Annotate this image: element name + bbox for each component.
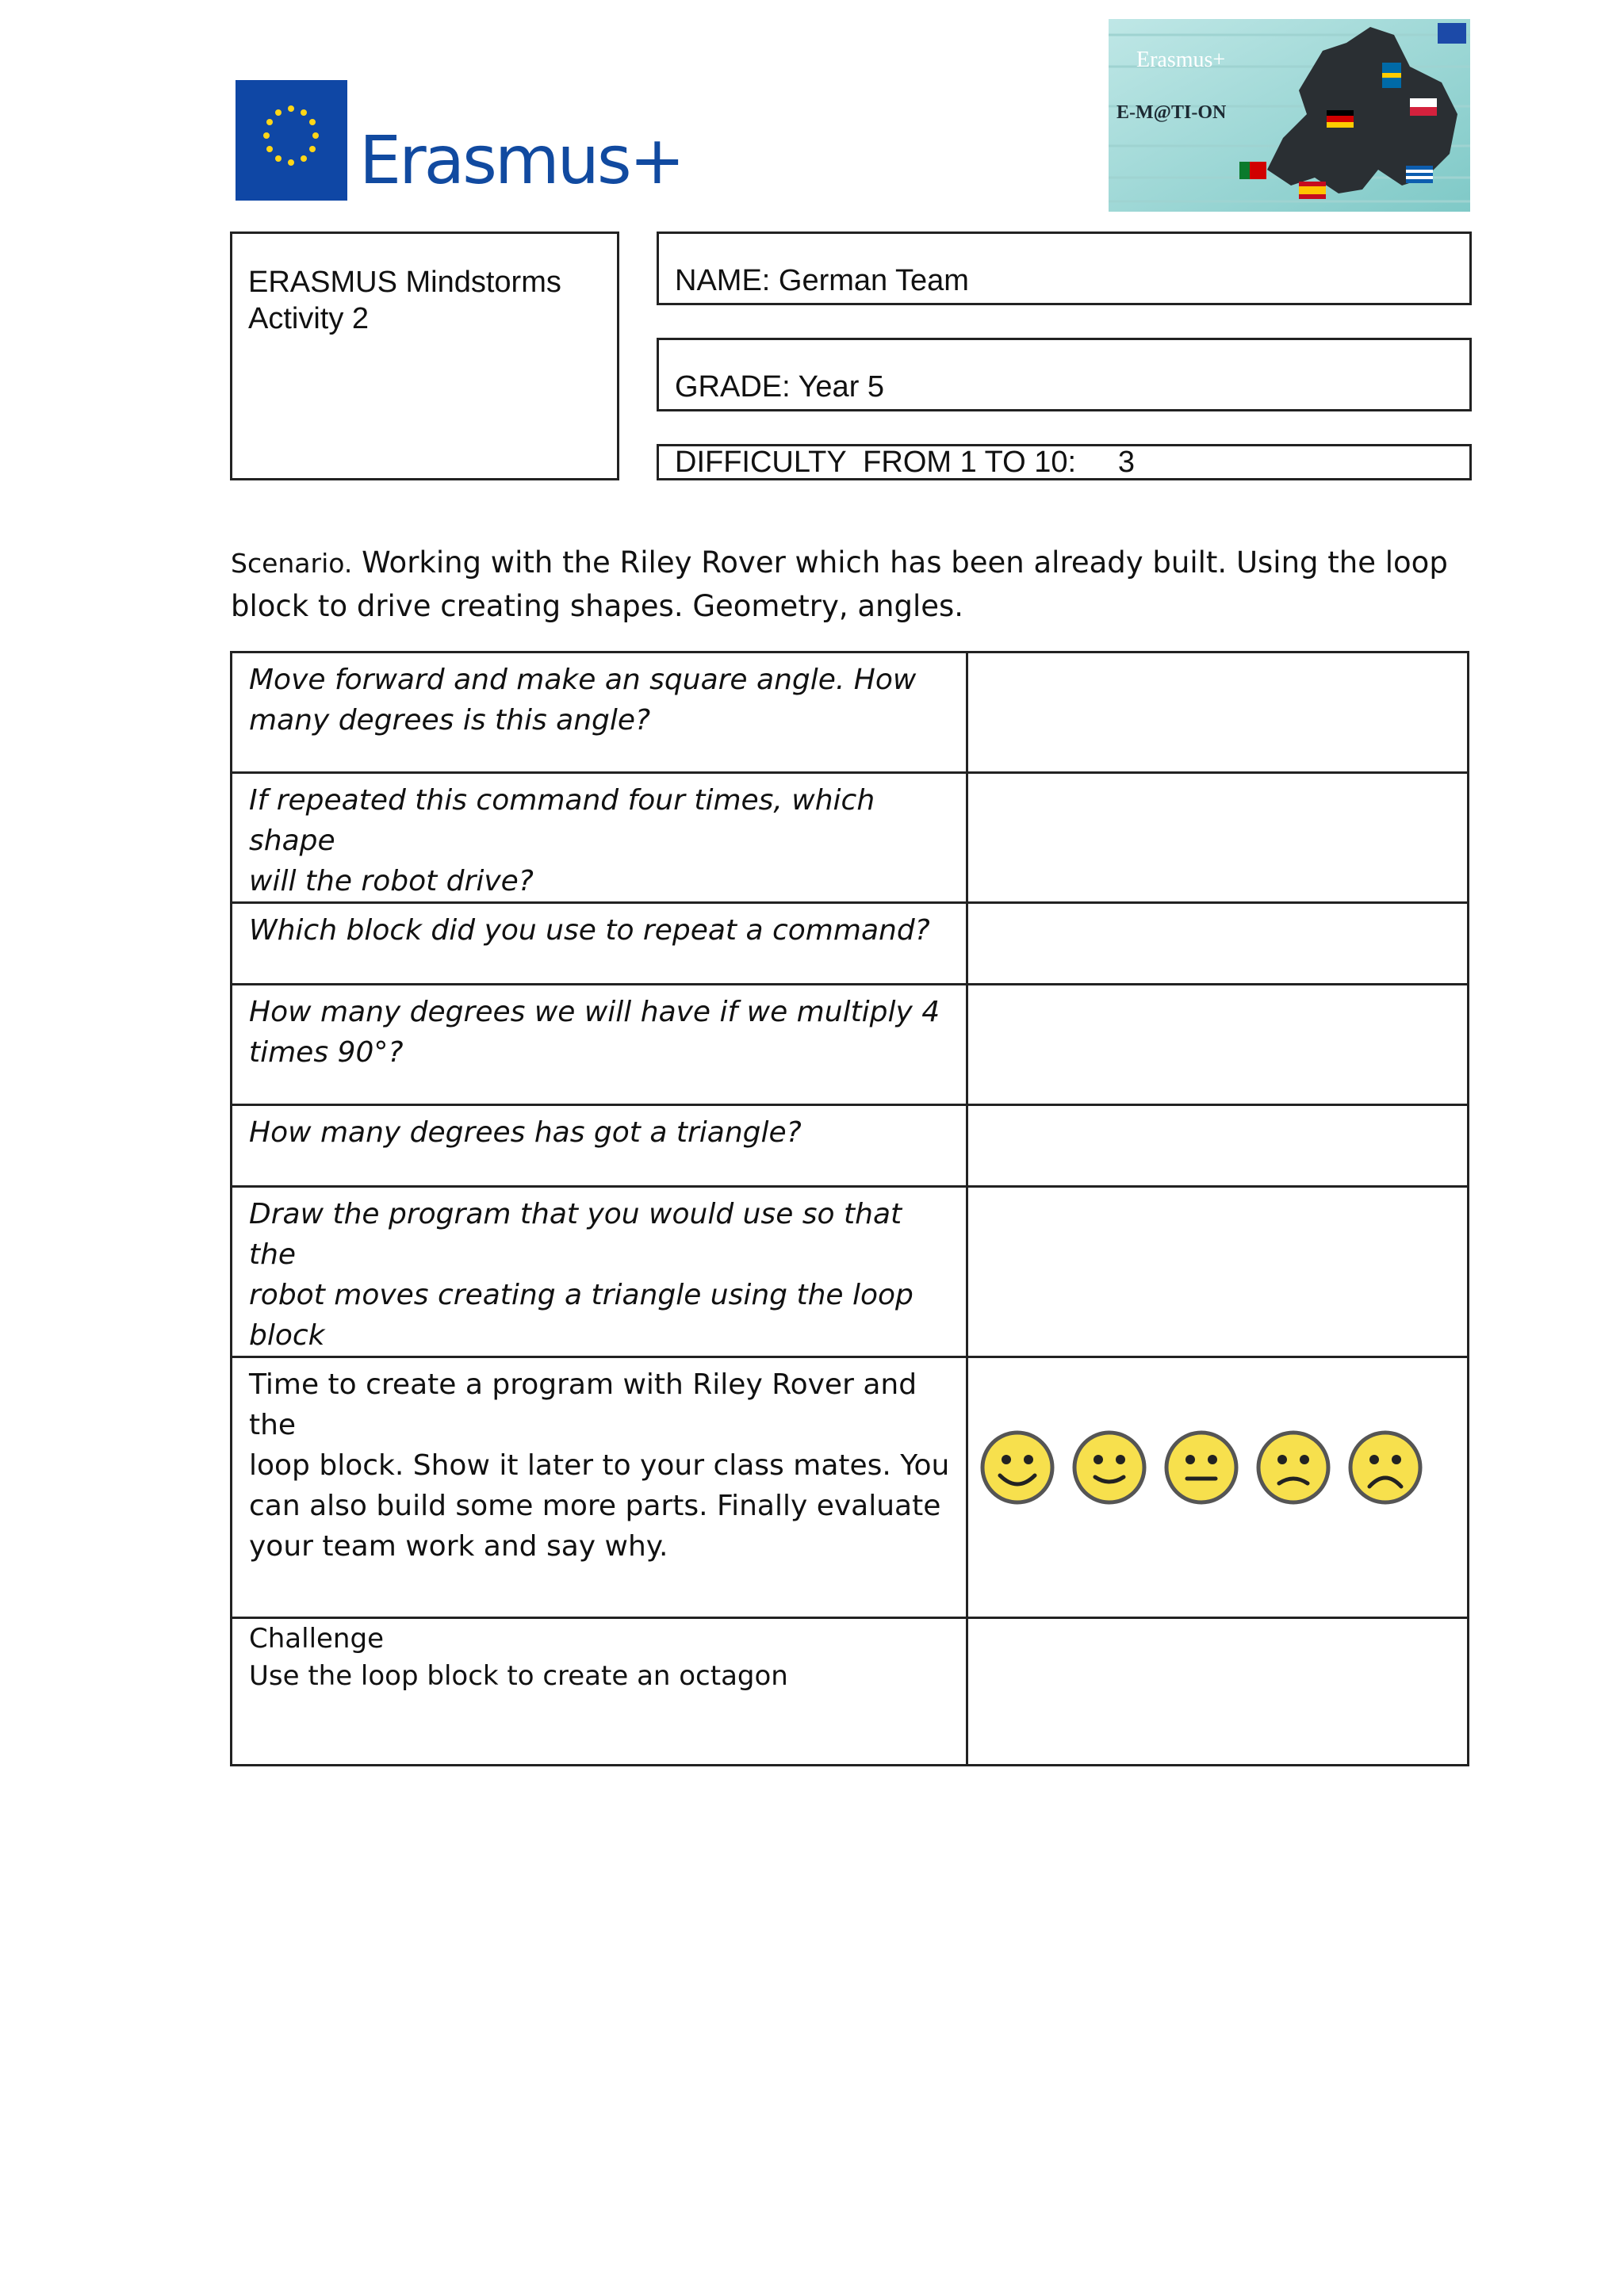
- question-text: Which block did you use to repeat a command?: [249, 914, 930, 947]
- table-row: [232, 985, 1469, 1105]
- scenario-paragraph: [231, 541, 1476, 628]
- table-row: [232, 652, 1469, 773]
- name-field: NAME: German Team: [675, 264, 969, 297]
- activity-line-1: ERASMUS Mindstorms: [248, 266, 561, 299]
- question-text: How many degrees has got a triangle?: [249, 1116, 802, 1149]
- very-sad-face-icon[interactable]: [1347, 1429, 1423, 1506]
- table-row: [232, 903, 1469, 985]
- answer-cell[interactable]: [967, 1187, 1469, 1357]
- activity-line-2: Activity 2: [248, 302, 370, 335]
- challenge-text: Use the loop block to create an octagon: [249, 1660, 788, 1692]
- answer-cell[interactable]: [967, 652, 1469, 773]
- table-row: [232, 773, 1469, 903]
- banner-project-label: E-M@TI-ON: [1116, 102, 1227, 123]
- sad-face-icon[interactable]: [1255, 1429, 1331, 1506]
- question-text: Draw the program that you would use so that the robot moves creating a triangle using the loop block: [249, 1198, 914, 1352]
- table-row: [232, 1187, 1469, 1357]
- answer-cell[interactable]: [967, 773, 1469, 903]
- scenario-text: Working with the Riley Rover which has been already built. Using the loop block to drive creating shapes. Geometry, angles.: [231, 545, 1448, 623]
- question-cell: [232, 985, 967, 1105]
- question-cell: [232, 773, 967, 903]
- table-row: [232, 1105, 1469, 1187]
- task-text: Time to create a program with Riley Rover and the loop block. Show it later to your class mates. You can also build some more parts. Finally evaluate your team work and say why.: [249, 1368, 950, 1563]
- question-cell: [232, 652, 967, 773]
- very-happy-face-icon[interactable]: [979, 1429, 1055, 1506]
- answer-cell[interactable]: [967, 903, 1469, 985]
- worksheet-table: [230, 651, 1469, 1766]
- task-cell: [232, 1357, 967, 1618]
- answer-cell[interactable]: [967, 1105, 1469, 1187]
- project-banner: [1109, 19, 1470, 212]
- happy-face-icon[interactable]: [1071, 1429, 1147, 1506]
- answer-cell[interactable]: [967, 1618, 1469, 1766]
- scenario-lead: Scenario.: [231, 548, 353, 579]
- question-cell: [232, 903, 967, 985]
- challenge-cell: [232, 1618, 967, 1766]
- question-text: If repeated this command four times, which shape will the robot drive?: [249, 784, 875, 897]
- activity-title: [248, 264, 561, 337]
- table-row: [232, 1357, 1469, 1618]
- difficulty-field: DIFFICULTY FROM 1 TO 10: 3: [675, 446, 1135, 479]
- question-cell: [232, 1105, 967, 1187]
- question-text: Move forward and make an square angle. How many degrees is this angle?: [249, 664, 917, 737]
- question-cell: [232, 1187, 967, 1357]
- rating-faces: [968, 1358, 1467, 1506]
- rating-cell: [967, 1357, 1469, 1618]
- question-text: How many degrees we will have if we multiply 4 times 90°?: [249, 996, 940, 1069]
- neutral-face-icon[interactable]: [1163, 1429, 1239, 1506]
- banner-erasmus-label: Erasmus+: [1136, 48, 1226, 72]
- challenge-title: Challenge: [249, 1623, 384, 1655]
- table-row: [232, 1618, 1469, 1766]
- grade-field: GRADE: Year 5: [675, 370, 885, 404]
- eu-flag-icon: [236, 80, 347, 201]
- answer-cell[interactable]: [967, 985, 1469, 1105]
- erasmus-logo-text: Erasmus+: [359, 121, 684, 199]
